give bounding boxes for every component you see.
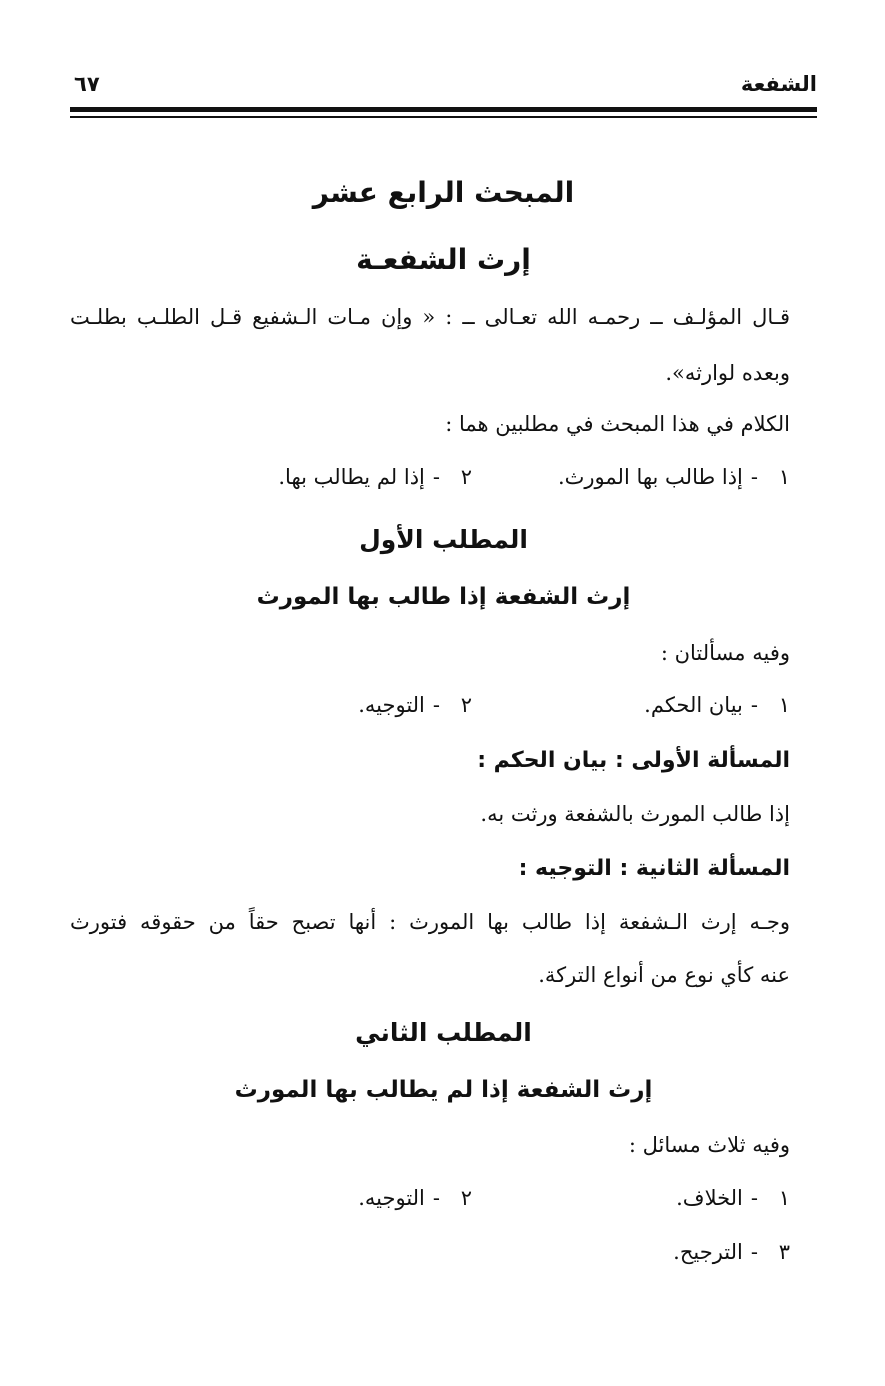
page-number: ٦٧ — [74, 72, 100, 96]
list-item: ٢-التوجيه. — [358, 693, 472, 717]
question2-line-2: عنه كأي نوع من أنواع التركة. — [538, 963, 790, 987]
header-rule-thick — [70, 107, 817, 112]
list-item: ٣-الترجيح. — [673, 1240, 790, 1264]
matlab2-heading: المطلب الثاني — [355, 1018, 532, 1047]
quote-line-2: وبعده لوارثه». — [665, 361, 790, 385]
intro-text: الكلام في هذا المبحث في مطلبين هما : — [445, 412, 790, 436]
matlab1-title: إرث الشفعة إذا طالب بها المورث — [256, 584, 631, 610]
matlab1-heading: المطلب الأول — [359, 525, 528, 554]
list-item: ٢-التوجيه. — [358, 1186, 472, 1210]
matlab2-title: إرث الشفعة إذا لم يطالب بها المورث — [234, 1077, 653, 1103]
list-item: ١-بيان الحكم. — [644, 693, 790, 717]
running-header — [70, 68, 817, 104]
list-item: ٢-إذا لم يطالب بها. — [278, 465, 472, 489]
running-header-title: الشفعة — [740, 72, 817, 96]
question1-heading: المسألة الأولى : بيان الحكم : — [477, 748, 790, 773]
question2-line-1: وجـه إرث الـشفعة إذا طالب بها المورث : أنها تصبح حقاً من حقوقه فتورث — [70, 910, 790, 934]
list-item: ١-الخلاف. — [676, 1186, 790, 1210]
header-rule-thin — [70, 116, 817, 118]
matlab1-intro: وفيه مسألتان : — [660, 641, 790, 665]
quote-line-1: قـال المؤلـف ــ رحمـه الله تعـالى ــ : « وإن مـات الـشفيع قـل الطلـب بطلـت — [70, 305, 790, 329]
section-heading: المبحث الرابع عشر — [312, 176, 575, 209]
question1-text: إذا طالب المورث بالشفعة ورثت به. — [480, 802, 790, 826]
list-item: ١-إذا طالب بها المورث. — [557, 465, 790, 489]
matlab2-intro: وفيه ثلاث مسائل : — [628, 1133, 790, 1157]
question2-heading: المسألة الثانية : التوجيه : — [518, 856, 790, 881]
section-title: إرث الشفعـة — [356, 243, 531, 276]
